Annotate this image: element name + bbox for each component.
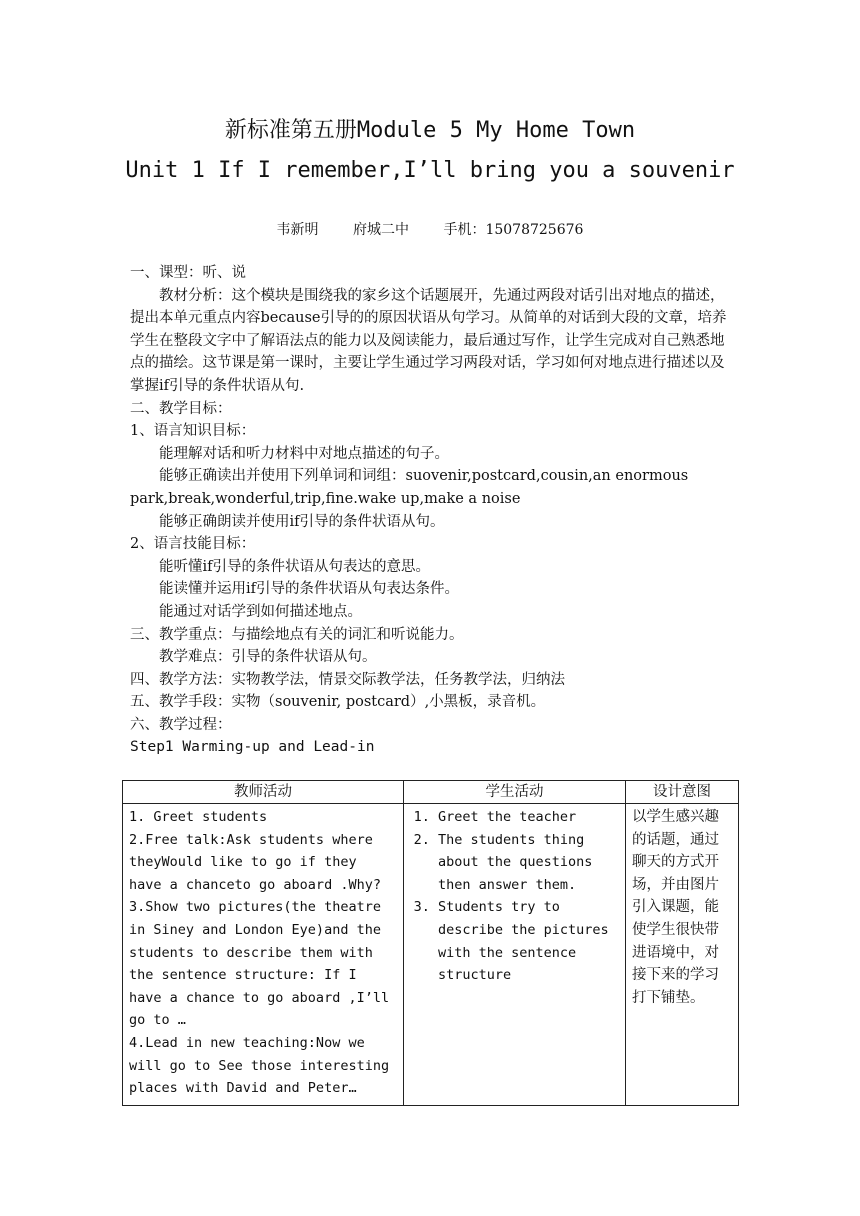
activity-table (122, 780, 739, 1106)
teacher-item: 3.Show two pictures(the theatre in Siney and London Eye)and the students to describe them with the sentence structure: If I have a chance to go aboard ,I’ll go to … (129, 899, 390, 1029)
teacher-item: 2.Free talk:Ask students where theyWould like to go if they have a chanceto go aboard .Why? (129, 831, 381, 893)
section-objectives: 二、教学目标： (130, 400, 232, 417)
step-heading: Step1 Warming-up and Lead-in (130, 739, 375, 756)
author-phone: 手机：15078725676 (443, 222, 584, 238)
subsection-skill-goals: 2、语言技能目标： (130, 536, 256, 553)
student-activities (404, 804, 626, 1106)
goal-item: 能够正确读出并使用下列单词和词组：suovenir,postcard,cousin,an enormous park,break,wonderful,trip,fine.wake up,make a noise (130, 468, 689, 507)
student-item: 1. Greet the teacher (438, 806, 619, 829)
goal-item: 能听懂if引导的条件状语从句表达的意思。 (159, 558, 431, 575)
lesson-plan-body (130, 262, 730, 759)
author-school: 府城二中 (353, 222, 409, 238)
student-item: 2. The students thing about the questions then answer them. (438, 829, 619, 897)
goal-item: 能够正确朗读并使用if引导的条件状语从句。 (159, 513, 445, 530)
material-analysis: 教材分析：这个模块是围绕我的家乡这个话题展开，先通过两段对话引出对地点的描述，提出本单元重点内容because引导的的原因状语从句学习。从简单的对话到大段的文章，培养学生在整段文字中了解语法点的能力以及阅读能力，最后通过写作，让学生完成对自己熟悉地点的描绘。这节课是第一课时，主要让学生通过学习两段对话，学习如何对地点进行描述以及掌握if引导的条件状语从句. (130, 287, 727, 394)
goal-item: 能读懂并运用if引导的条件状语从句表达条件。 (159, 581, 460, 598)
unit-subtitle: Unit 1 If I remember,I’ll bring you a souvenir (125, 158, 735, 183)
section-key-points: 三、教学重点：与描绘地点有关的词汇和听说能力。 (130, 626, 464, 643)
author-name: 韦新明 (276, 222, 319, 238)
header-teacher: 教师活动 (123, 781, 404, 804)
header-student: 学生活动 (404, 781, 626, 804)
teacher-item: 1. Greet students (129, 809, 268, 825)
section-process: 六、教学过程： (130, 716, 232, 733)
header-intent: 设计意图 (626, 781, 739, 804)
section-lesson-type: 一、课型：听、说 (130, 265, 246, 281)
subsection-knowledge-goals: 1、语言知识目标： (130, 423, 256, 440)
section-aids: 五、教学手段：实物（souvenir, postcard）,小黑板，录音机。 (130, 694, 546, 711)
teacher-item: 4.Lead in new teaching:Now we will go to See those interesting places with David and Peter… (129, 1034, 390, 1097)
author-line (0, 219, 860, 239)
teacher-activities (123, 804, 404, 1106)
document-title: 新标准第五册Module 5 My Home Town (224, 118, 636, 143)
student-item: 3. Students try to describe the pictures with the sentence structure (438, 896, 619, 986)
section-methods: 四、教学方法：实物教学法，情景交际教学法，任务教学法，归纳法 (130, 671, 565, 688)
table-row (123, 804, 739, 1106)
goal-item: 能通过对话学到如何描述地点。 (159, 603, 362, 620)
table-header-row (123, 781, 739, 804)
difficult-points: 教学难点：引导的条件状语从句。 (159, 649, 377, 666)
design-intent: 以学生感兴趣的话题，通过聊天的方式开场，并由图片引入课题，能使学生很快带进语境中，对接下来的学习打下铺垫。 (626, 804, 739, 1106)
goal-item: 能理解对话和听力材料中对地点描述的句子。 (159, 445, 449, 462)
